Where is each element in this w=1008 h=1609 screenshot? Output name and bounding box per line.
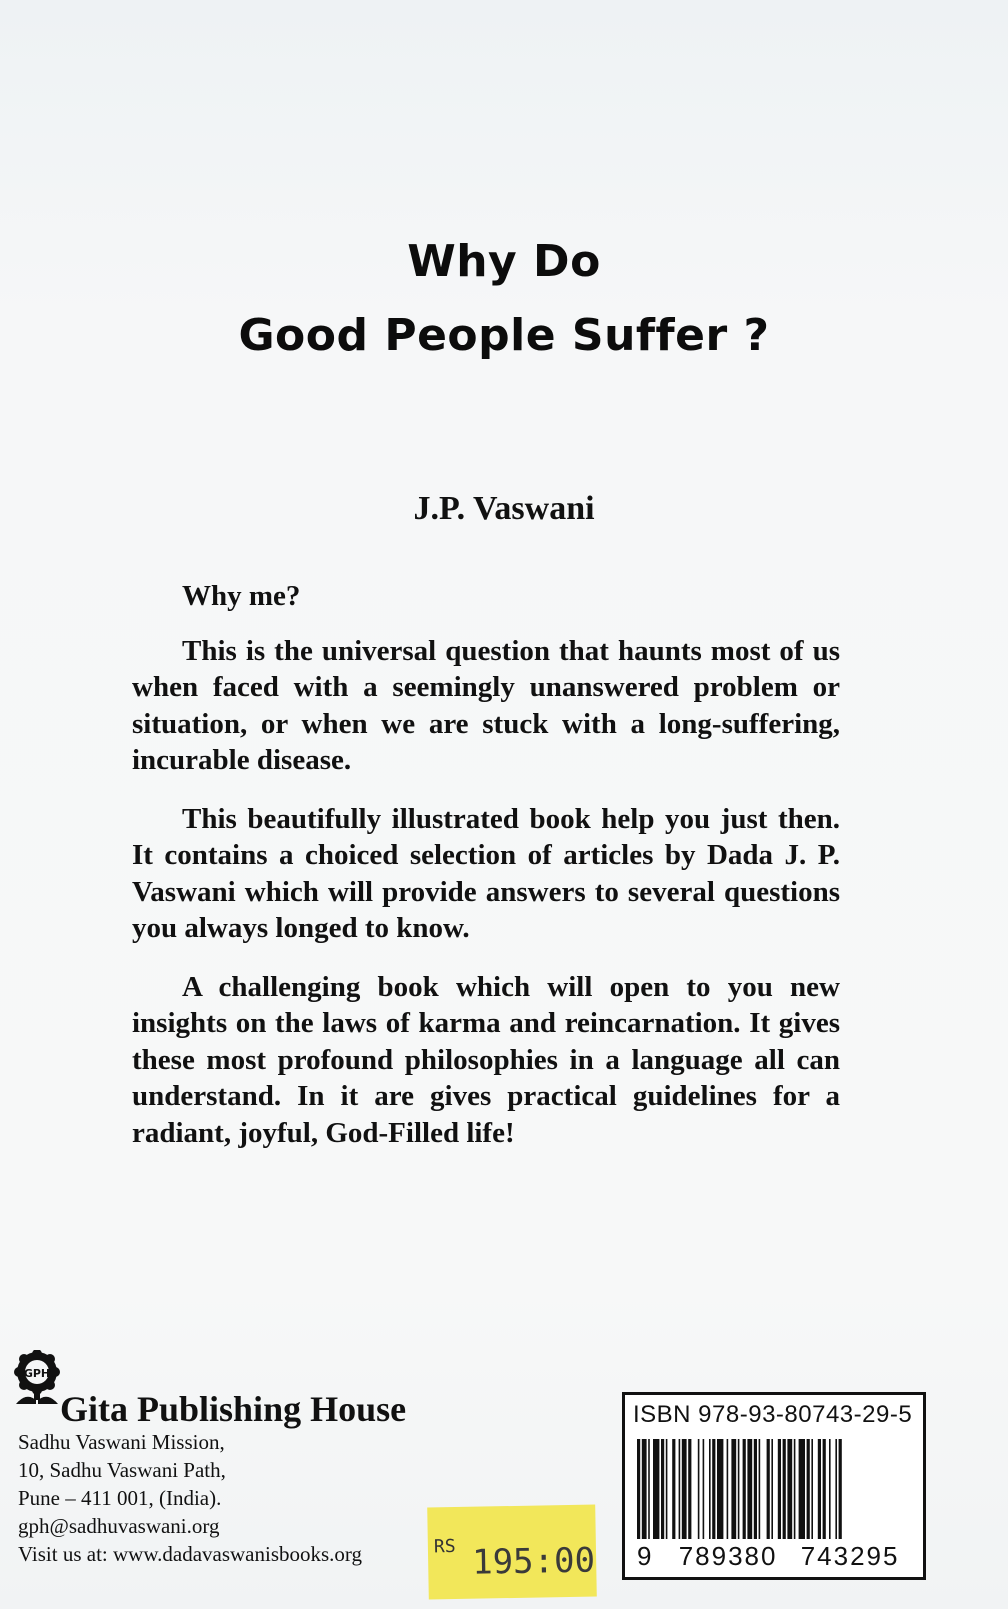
barcode-bar bbox=[679, 1439, 681, 1539]
barcode-bar bbox=[637, 1439, 640, 1539]
publisher-email: gph@sadhuvaswani.org bbox=[18, 1514, 220, 1538]
isbn-label: ISBN 978-93-80743-29-5 bbox=[633, 1401, 913, 1428]
blurb-paragraph: This is the universal question that haunts most of us when faced with a seemingly unanswered problem or situation, or when we are stuck with a long-suffering, incurable disease. bbox=[132, 634, 840, 776]
price-sticker bbox=[427, 1505, 597, 1600]
address-line: Sadhu Vaswani Mission, bbox=[18, 1430, 225, 1454]
title-line-1: Why Do bbox=[407, 236, 601, 287]
barcode-digit-group: 743295 bbox=[800, 1541, 900, 1571]
barcode-bar bbox=[642, 1439, 647, 1539]
address-line: Pune – 411 001, (India). bbox=[18, 1486, 222, 1510]
barcode-bar bbox=[648, 1439, 650, 1539]
price-currency: RS bbox=[433, 1535, 456, 1558]
barcode-bar bbox=[703, 1439, 705, 1539]
barcode-bar bbox=[835, 1439, 837, 1539]
barcode-bar bbox=[787, 1439, 792, 1539]
title-line-2: Good People Suffer ? bbox=[238, 310, 770, 361]
barcode-digits bbox=[637, 1541, 899, 1572]
publisher-flower-logo-icon bbox=[12, 1350, 62, 1406]
blurb-intro: Why me? bbox=[182, 580, 301, 612]
barcode-bar bbox=[712, 1439, 715, 1539]
barcode-bar bbox=[709, 1439, 711, 1539]
barcode-bar bbox=[747, 1439, 752, 1539]
author-name: J.P. Vaswani bbox=[413, 490, 595, 527]
barcode-bar bbox=[754, 1439, 757, 1539]
barcode-bar bbox=[818, 1439, 821, 1539]
barcode-bar bbox=[672, 1439, 675, 1539]
barcode-bar bbox=[653, 1439, 659, 1539]
barcode-bar bbox=[759, 1439, 761, 1539]
barcode-bar bbox=[738, 1439, 740, 1539]
address-line: 10, Sadhu Vaswani Path, bbox=[18, 1458, 226, 1482]
barcode-bar bbox=[688, 1439, 691, 1539]
barcode-bar bbox=[661, 1439, 664, 1539]
barcode-bar bbox=[666, 1439, 668, 1539]
blurb-paragraph: This beautifully illustrated book help you just then. It contains a choiced selection of articles by Dada J. P. Vaswani which will provide answers to several questions you always longed to know. bbox=[132, 802, 840, 944]
barcode-bar bbox=[717, 1439, 723, 1539]
barcode-bar bbox=[839, 1439, 842, 1539]
barcode-bars bbox=[637, 1439, 913, 1539]
barcode-bar bbox=[783, 1439, 786, 1539]
barcode-bar bbox=[794, 1439, 796, 1539]
barcode-digit-group: 9 bbox=[637, 1541, 654, 1571]
barcode-bar bbox=[682, 1439, 687, 1539]
publisher-address bbox=[18, 1428, 438, 1568]
barcode-bar bbox=[811, 1439, 813, 1539]
barcode-digit-group: 789380 bbox=[678, 1541, 778, 1571]
publisher-name: Gita Publishing House bbox=[60, 1389, 407, 1429]
publisher-website: Visit us at: www.dadavaswanisbooks.org bbox=[18, 1542, 363, 1566]
barcode-bar bbox=[778, 1439, 781, 1539]
price-amount: 195:00 bbox=[471, 1540, 596, 1583]
barcode-bar bbox=[823, 1439, 826, 1539]
barcode-bar bbox=[767, 1439, 770, 1539]
barcode-bar bbox=[771, 1439, 773, 1539]
blurb-paragraph: A challenging book which will open to you new insights on the laws of karma and reincarnation. It gives these most profound philosophies in a language all can understand. In it are gives practical guidelines for a radiant, joyful, God-Filled life! bbox=[132, 970, 840, 1149]
barcode-bar bbox=[807, 1439, 810, 1539]
barcode-bar bbox=[799, 1439, 805, 1539]
isbn-barcode-box bbox=[622, 1392, 926, 1580]
logo-text: GPH bbox=[23, 1367, 51, 1380]
barcode-bar bbox=[731, 1439, 736, 1539]
barcode-bar bbox=[727, 1439, 729, 1539]
barcode-bar bbox=[829, 1439, 831, 1539]
barcode-bar bbox=[743, 1439, 746, 1539]
blurb bbox=[132, 578, 840, 1173]
barcode-bar bbox=[698, 1439, 700, 1539]
